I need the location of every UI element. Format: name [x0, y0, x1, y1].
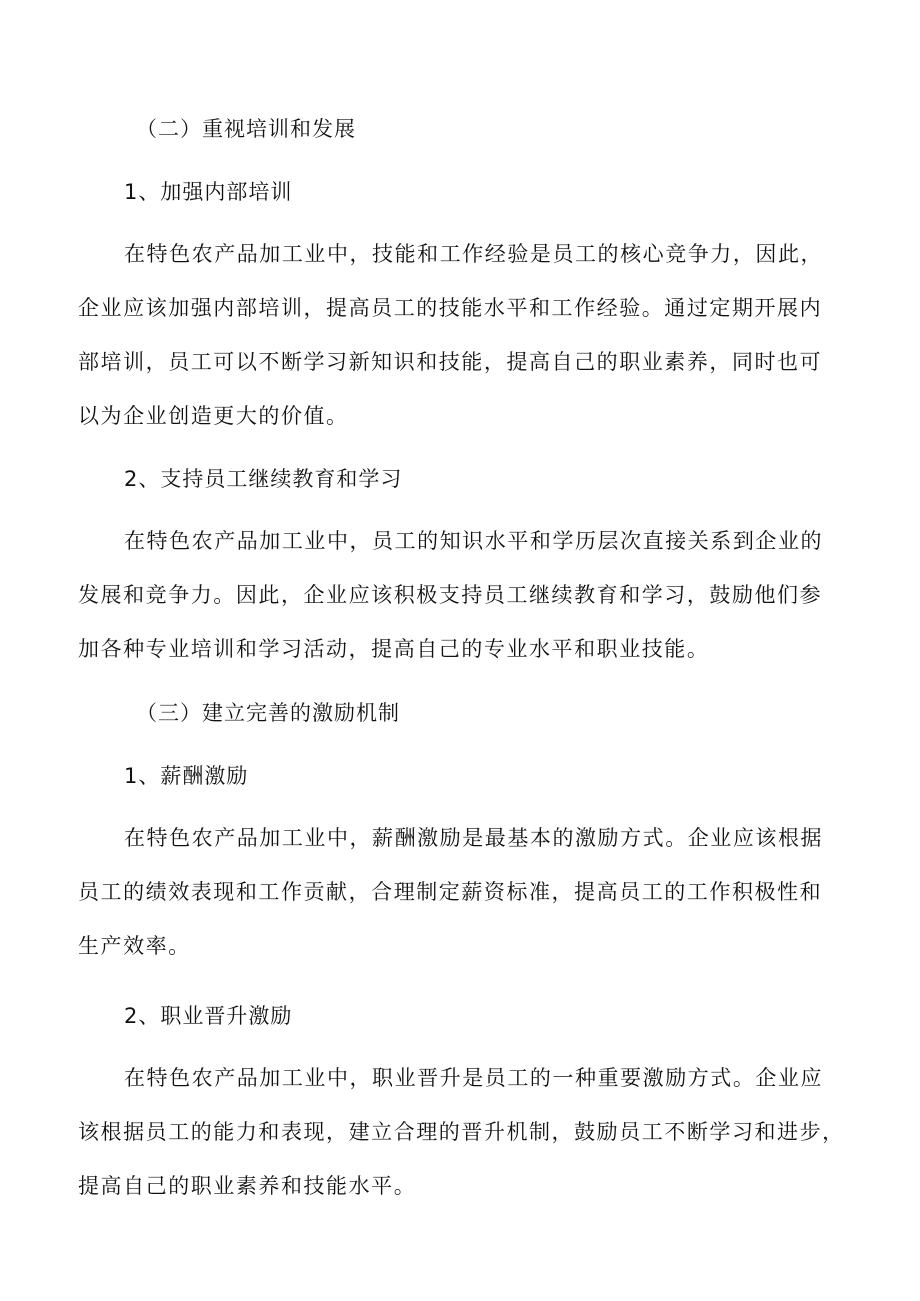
paragraph-line: 部培训，员工可以不断学习新知识和技能，提高自己的职业素养，同时也可	[78, 350, 823, 374]
paragraph-line: 以为企业创造更大的价值。	[78, 404, 349, 428]
paragraph-line: 企业应该加强内部培训，提高员工的技能水平和工作经验。通过定期开展内	[78, 296, 823, 320]
paragraph-line: 在特色农产品加工业中，职业晋升是员工的一种重要激励方式。企业应	[124, 1066, 824, 1090]
paragraph-line: 该根据员工的能力和表现，建立合理的晋升机制，鼓励员工不断学习和进步，	[78, 1120, 845, 1144]
paragraph-line: 生产效率。	[78, 934, 191, 958]
subsection-heading-2-1: 1、加强内部培训	[124, 180, 293, 204]
paragraph-line: 在特色农产品加工业中，技能和工作经验是员工的核心竞争力，因此，	[124, 242, 824, 266]
paragraph-line: 提高自己的职业素养和技能水平。	[78, 1174, 417, 1198]
subsection-heading-2-2: 2、支持员工继续教育和学习	[124, 467, 403, 491]
subsection-heading-3-1: 1、薪酬激励	[124, 764, 249, 788]
paragraph-line: 在特色农产品加工业中，薪酬激励是最基本的激励方式。企业应该根据	[124, 826, 824, 850]
paragraph-line: 员工的绩效表现和工作贡献，合理制定薪资标准，提高员工的工作积极性和	[78, 880, 823, 904]
paragraph-line: 在特色农产品加工业中，员工的知识水平和学历层次直接关系到企业的	[124, 529, 824, 553]
section-heading-3: （三）建立完善的激励机制	[136, 701, 400, 725]
paragraph-line: 加各种专业培训和学习活动，提高自己的专业水平和职业技能。	[78, 637, 710, 661]
subsection-heading-3-2: 2、职业晋升激励	[124, 1004, 293, 1028]
paragraph-line: 发展和竞争力。因此，企业应该积极支持员工继续教育和学习，鼓励他们参	[78, 583, 823, 607]
section-heading-2: （二）重视培训和发展	[136, 117, 356, 141]
